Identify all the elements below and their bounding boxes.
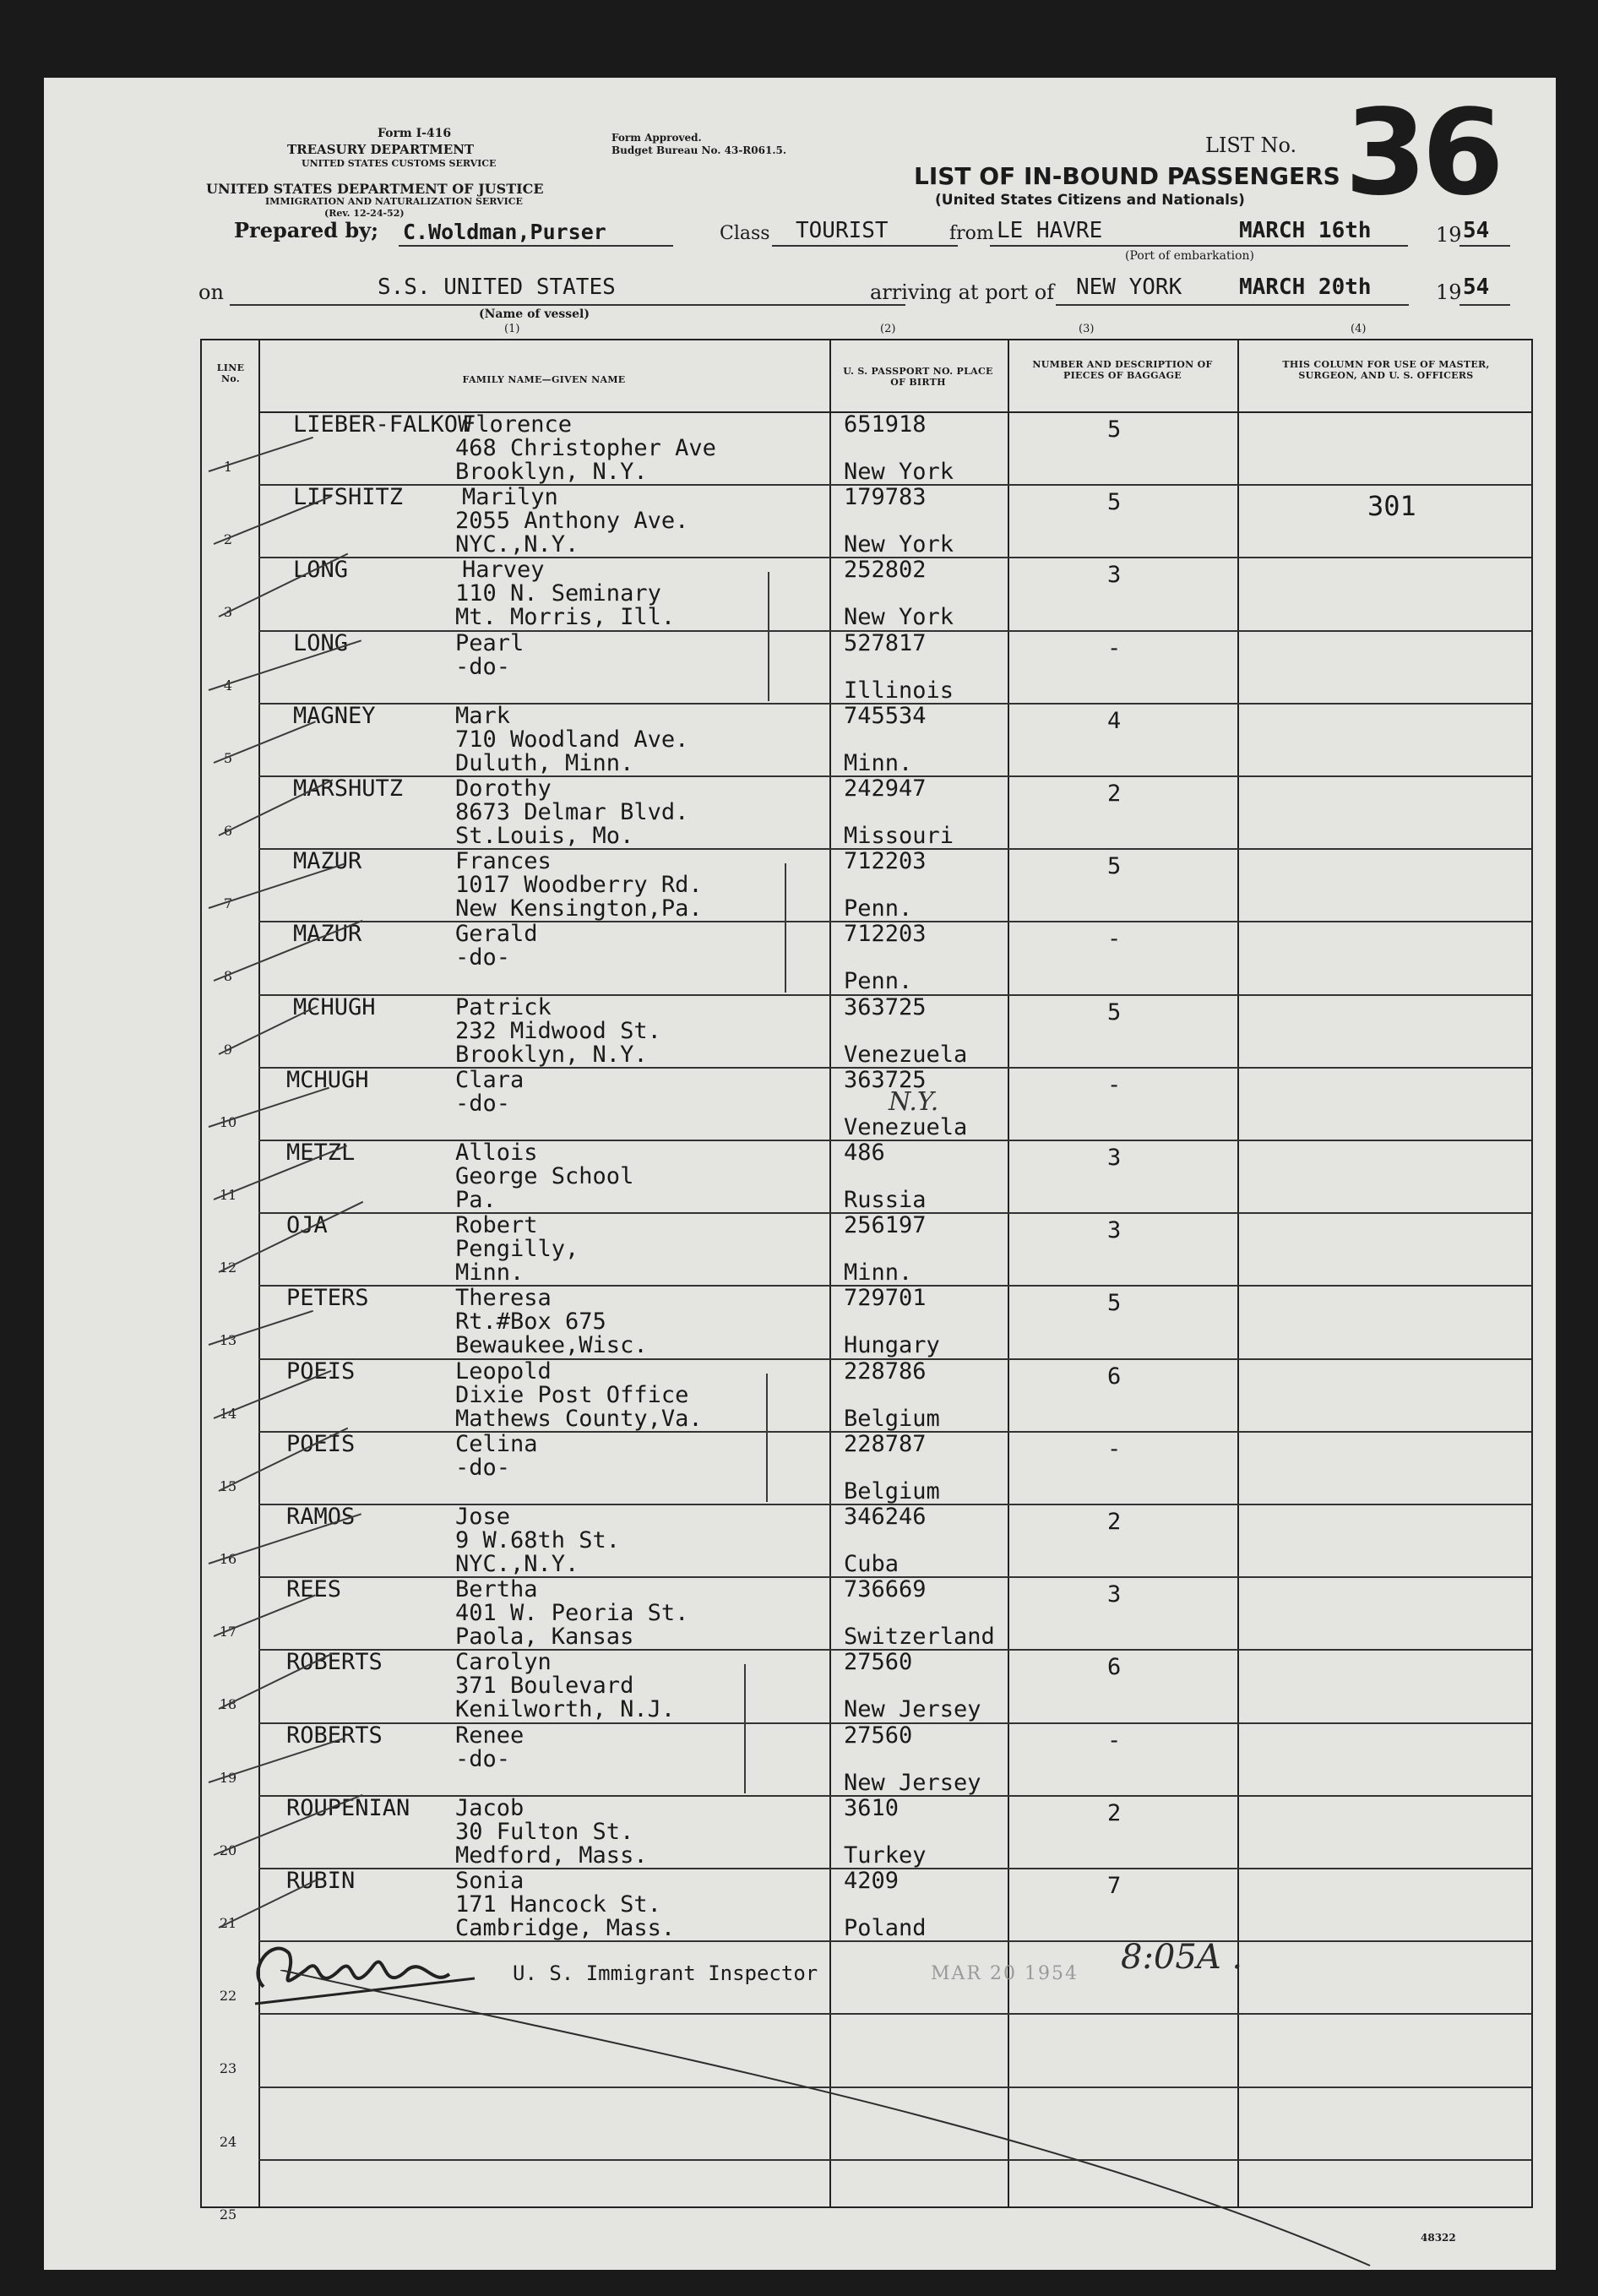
place-of-birth: Switzerland [844,1624,995,1651]
place-of-birth: Minn. [844,749,913,776]
line-number: 22 [219,1988,237,2005]
address-line-1: -do- [455,653,511,680]
cancellation-stroke [280,1970,1378,2274]
given-name: Pearl [455,629,525,656]
column-header-line-no: LINE No. [216,362,245,384]
arrival-stamp: MAR 20 1954 [931,1963,1079,1984]
place-of-birth: New Jersey [844,1696,981,1723]
family-name: REES [286,1576,342,1603]
arrival-date: MARCH 20th [1239,275,1372,300]
place-of-birth: Venezuela [844,1041,968,1068]
year-suffix: 54 [1463,218,1490,243]
family-bracket [768,572,769,700]
vessel-label: (Name of vessel) [479,307,590,321]
given-name: Allois [455,1140,538,1166]
embark-port: LE HAVRE [997,218,1103,243]
address-line-2: Mathews County,Va. [455,1405,703,1432]
given-name: Jacob [455,1794,525,1821]
given-name: Celina [455,1430,538,1457]
line-number: 12 [219,1260,237,1276]
baggage-count: 3 [1107,1145,1122,1171]
given-name: Marilyn [462,484,558,511]
address-line-1: 30 Fulton St. [455,1818,634,1845]
department-of-justice: UNITED STATES DEPARTMENT OF JUSTICE [206,181,544,197]
passport-number: 3610 [844,1794,900,1821]
line-number: 5 [223,749,233,766]
place-of-birth: Penn. [844,968,913,995]
family-name: OJA [286,1212,328,1239]
line-number: 21 [219,1915,237,1931]
address-line-1: 110 N. Seminary [455,580,661,607]
passenger-class: TOURIST [796,218,889,243]
passport-number: 486 [844,1140,885,1166]
column-header-passport: U. S. PASSPORT NO. PLACE OF BIRTH [843,366,993,388]
address-line-1: 1017 Woodberry Rd. [455,872,703,899]
inspector-label: U. S. Immigrant Inspector [513,1961,818,1985]
family-name: MAGNEY [293,702,376,729]
address-line-2: Pa. [455,1187,497,1213]
family-name: LIEBER-FALKOW [293,411,472,438]
revision-label: (Rev. 12-24-52) [324,208,405,219]
passport-number: 228787 [844,1430,927,1457]
passport-number: 252802 [844,557,927,584]
baggage-count: - [1107,1435,1122,1462]
list-number-label: LIST No. [1205,133,1297,157]
line-number: 9 [223,1041,233,1058]
line-number: 3 [223,604,233,621]
place-of-birth: Illinois [844,677,954,704]
baggage-count: - [1107,926,1122,953]
address-line-1: -do- [455,1090,511,1117]
passport-number: 651918 [844,411,927,438]
baggage-count: 6 [1107,1363,1122,1390]
ins-label: IMMIGRATION AND NATURALIZATION SERVICE [265,196,523,207]
baggage-count: 5 [1107,998,1122,1026]
address-line-2: NYC.,N.Y. [455,531,579,558]
address-line-2: Kenilworth, N.J. [455,1696,676,1723]
baggage-count: - [1107,1071,1122,1098]
from-label: from [949,223,994,244]
place-of-birth: New Jersey [844,1769,981,1796]
place-of-birth: New York [844,459,954,485]
passport-number: 228786 [844,1357,927,1385]
passport-number: 4209 [844,1868,900,1894]
passport-number: 27560 [844,1649,913,1676]
manifest-page [44,78,1556,2270]
baggage-count: 2 [1107,1509,1122,1535]
place-of-birth: Venezuela [844,1113,968,1140]
given-name: Dorothy [455,775,552,802]
baggage-count: 3 [1107,1217,1122,1244]
given-name: Renee [455,1722,525,1749]
address-line-1: 2055 Anthony Ave. [455,508,689,535]
given-name: Bertha [455,1576,538,1603]
line-number: 13 [219,1332,237,1349]
column-number-4: (4) [1351,323,1367,335]
column-number-2: (2) [880,323,896,335]
baggage-count: 2 [1107,781,1122,807]
prepared-by-label: Prepared by; [234,218,378,242]
place-of-birth: Hungary [844,1332,940,1359]
line-number: 2 [223,531,233,548]
given-name: Sonia [455,1868,525,1894]
address-line-2: Duluth, Minn. [455,749,634,776]
address-line-2: Minn. [455,1260,525,1287]
arriving-label: arriving at port of [870,280,1055,304]
address-line-2: Brooklyn, N.Y. [455,1041,648,1068]
column-number-1: (1) [504,323,520,335]
address-line-2: Paola, Kansas [455,1624,634,1651]
year-suffix: 54 [1463,275,1490,300]
family-name: POEIS [286,1430,356,1457]
line-number: 11 [219,1187,237,1203]
time-note: 8:05A . [1121,1938,1243,1977]
family-name: METZL [286,1140,356,1166]
family-name: LIFSHITZ [293,484,404,511]
baggage-count: 5 [1107,1290,1122,1317]
on-label: on [198,280,224,304]
family-name: RUBIN [286,1868,356,1894]
column-header-name: FAMILY NAME—GIVEN NAME [462,374,626,385]
line-number: 10 [219,1113,237,1130]
passport-number: 729701 [844,1285,927,1312]
address-line-1: -do- [455,1745,511,1772]
place-of-birth: Russia [844,1187,927,1213]
line-number: 16 [219,1551,237,1567]
baggage-count: 7 [1107,1873,1122,1899]
place-of-birth: Missouri [844,823,954,849]
place-of-birth: New York [844,604,954,631]
family-name: LONG [293,629,349,656]
column-number-3: (3) [1079,323,1095,335]
address-line-2: Cambridge, Mass. [455,1915,676,1941]
line-number: 15 [219,1477,237,1494]
baggage-count: 2 [1107,1799,1122,1826]
baggage-count: 6 [1107,1654,1122,1681]
family-name: ROBERTS [286,1649,383,1676]
given-name: Robert [455,1212,538,1239]
family-bracket [766,1374,768,1502]
line-number: 14 [219,1405,237,1422]
baggage-count: 3 [1107,562,1122,589]
passport-number: 527817 [844,629,927,656]
family-name: MAZUR [293,921,362,948]
column-header-baggage: NUMBER AND DESCRIPTION OF PIECES OF BAGGAGE [1032,359,1213,381]
class-label: Class [720,223,770,244]
passport-number: 363725 [844,993,927,1020]
place-of-birth: Poland [844,1915,927,1941]
place-of-birth: New York [844,531,954,558]
column-header-officers: THIS COLUMN FOR USE OF MASTER, SURGEON, AND U. S. OFFICERS [1282,359,1490,381]
year-prefix: 19 [1436,280,1462,304]
budget-bureau: Budget Bureau No. 43-R061.5. [611,144,787,156]
address-line-2: St.Louis, Mo. [455,823,634,849]
family-name: MCHUGH [293,993,376,1020]
port-of-embarkation-label: (Port of embarkation) [1125,249,1254,263]
address-line-1: George School [455,1163,634,1189]
place-of-birth: Cuba [844,1551,900,1577]
place-of-birth: Belgium [844,1405,940,1432]
arrival-port: NEW YORK [1076,275,1182,300]
family-name: RAMOS [286,1504,356,1530]
passport-number: 179783 [844,484,927,511]
baggage-count: 5 [1107,853,1122,880]
given-name: Mark [455,702,511,729]
year-prefix: 19 [1436,223,1462,247]
place-of-birth: Minn. [844,1260,913,1287]
passport-number: 712203 [844,848,927,875]
family-bracket [785,863,786,992]
given-name: Gerald [455,921,538,948]
given-name: Leopold [455,1357,552,1385]
line-number: 19 [219,1769,237,1786]
form-code: 48322 [1421,2232,1456,2244]
family-name: MCHUGH [286,1066,369,1093]
form-number: Form I-416 [378,127,452,140]
given-name: Theresa [455,1285,552,1312]
departure-date: MARCH 16th [1239,218,1372,243]
address-line-1: -do- [455,1454,511,1481]
passport-number: 27560 [844,1722,913,1749]
given-name: Florence [462,411,573,438]
passport-number: 736669 [844,1576,927,1603]
family-name: ROBERTS [286,1722,383,1749]
address-line-2: Medford, Mass. [455,1842,648,1869]
baggage-count: 5 [1107,489,1122,516]
address-line-1: 171 Hancock St. [455,1891,661,1918]
given-name: Frances [455,848,552,875]
form-approved: Form Approved. [611,132,702,144]
passport-number: 712203 [844,921,927,948]
place-of-birth: Penn. [844,895,913,922]
passport-number: 363725 [844,1066,927,1093]
address-line-1: 401 W. Peoria St. [455,1600,689,1627]
officer-note: 301 [1367,490,1416,523]
given-name: Jose [455,1504,511,1530]
line-number: 6 [223,823,233,839]
address-line-1: 371 Boulevard [455,1673,634,1700]
address-line-2: New Kensington,Pa. [455,895,703,922]
line-number: 8 [223,968,233,985]
document-subtitle: (United States Citizens and Nationals) [935,192,1245,209]
address-line-1: Rt.#Box 675 [455,1309,606,1336]
vessel-name: S.S. UNITED STATES [378,275,616,300]
family-name: ROUPENIAN [286,1794,410,1821]
place-of-birth: Turkey [844,1842,927,1869]
line-number: 7 [223,895,233,912]
passport-number: 346246 [844,1504,927,1530]
line-number: 1 [223,459,233,475]
family-name: POEIS [286,1357,356,1385]
address-line-1: 468 Christopher Ave [455,435,716,461]
given-name: Carolyn [455,1649,552,1676]
address-line-1: Dixie Post Office [455,1381,689,1408]
family-bracket [744,1664,746,1793]
purser-name: C.Woldman,Purser [403,220,606,244]
document-title: LIST OF IN-BOUND PASSENGERS [914,162,1340,190]
address-line-2: Brooklyn, N.Y. [455,459,648,485]
line-number: 4 [223,677,233,694]
address-line-1: Pengilly, [455,1236,579,1263]
nyt-correction: N.Y. [889,1087,939,1117]
passport-number: 745534 [844,702,927,729]
address-line-2: Mt. Morris, Ill. [455,604,676,631]
address-line-2: Bewaukee,Wisc. [455,1332,648,1359]
baggage-count: 3 [1107,1581,1122,1608]
family-name: MARSHUTZ [293,775,404,802]
family-name: PETERS [286,1285,369,1312]
given-name: Clara [455,1066,525,1093]
address-line-1: 232 Midwood St. [455,1017,661,1044]
address-line-1: 8673 Delmar Blvd. [455,799,689,825]
customs-service: UNITED STATES CUSTOMS SERVICE [302,158,497,169]
address-line-1: 710 Woodland Ave. [455,726,689,753]
place-of-birth: Belgium [844,1477,940,1504]
passport-number: 256197 [844,1212,927,1239]
passport-number: 242947 [844,775,927,802]
given-name: Harvey [462,557,545,584]
given-name: Patrick [455,993,552,1020]
address-line-1: 9 W.68th St. [455,1527,621,1553]
baggage-count: - [1107,634,1122,661]
treasury-department: TREASURY DEPARTMENT [287,142,475,157]
line-number: 17 [219,1624,237,1640]
baggage-count: 5 [1107,416,1122,443]
address-line-2: NYC.,N.Y. [455,1551,579,1577]
line-number: 25 [219,2206,237,2223]
line-number: 24 [219,2133,237,2150]
line-number: 18 [219,1696,237,1713]
family-name: LONG [293,557,349,584]
baggage-count: 4 [1107,707,1122,734]
line-number: 20 [219,1842,237,1858]
list-number: 36 [1345,84,1499,222]
address-line-1: -do- [455,944,511,971]
line-number: 23 [219,2060,237,2077]
baggage-count: - [1107,1727,1122,1754]
family-name: MAZUR [293,848,362,875]
